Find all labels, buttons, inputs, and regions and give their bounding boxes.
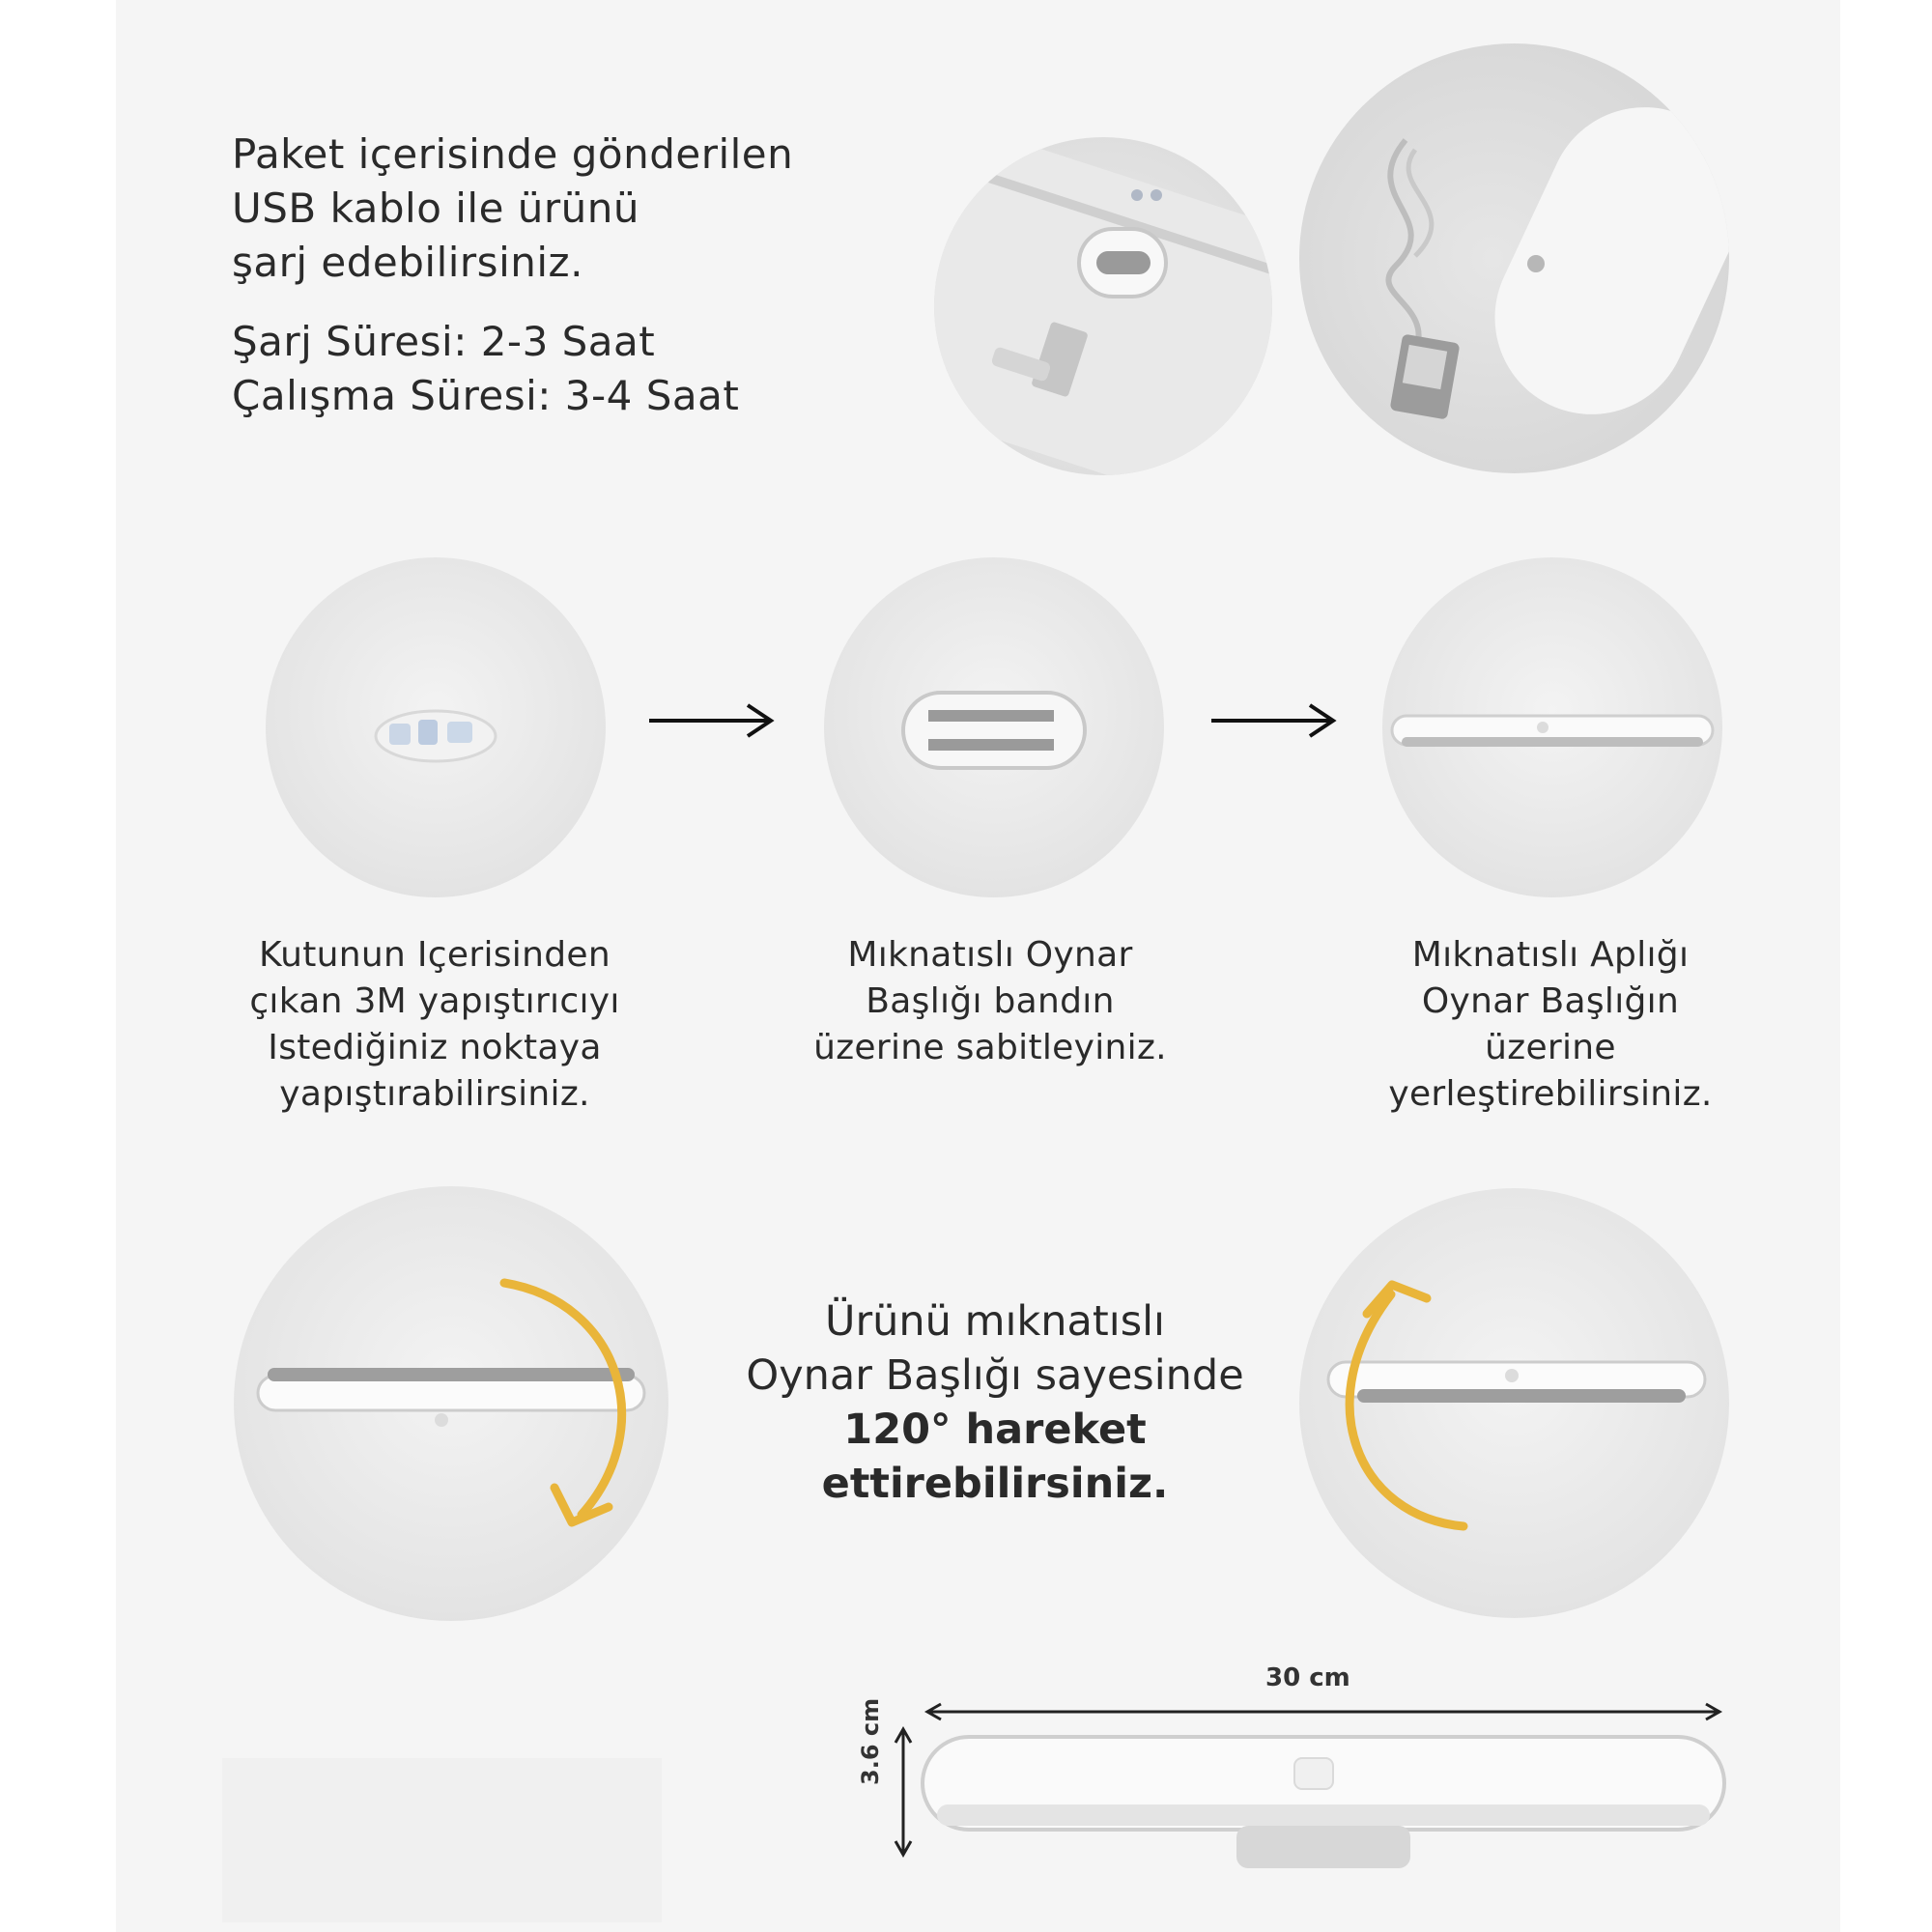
intro-line-3: şarj edebilirsiniz.	[232, 239, 583, 286]
right-arrow-icon	[645, 701, 781, 740]
magnetic-head-photo	[824, 557, 1164, 897]
mounted-light-photo	[1382, 557, 1722, 897]
battery-specs	[232, 315, 739, 423]
step-1-caption: Kutunun Içerisinden çıkan 3M yapıştırıcıyı Istediğiniz noktaya yapıştırabilirsiniz.	[249, 935, 620, 1114]
rotation-photo-left	[234, 1186, 668, 1621]
height-label: 3.6 cm	[857, 1697, 884, 1785]
width-label: 30 cm	[1265, 1663, 1350, 1692]
charging-intro	[232, 128, 793, 290]
intro-line-1: Paket içerisinde gönderilen	[232, 130, 794, 178]
intro-line-2: USB kablo ile ürünü	[232, 185, 640, 232]
charge-time: Şarj Süresi: 2-3 Saat	[232, 318, 656, 365]
right-arrow-icon	[1208, 701, 1343, 740]
usb-port-photo	[934, 137, 1272, 475]
step-3-caption: Mıknatıslı Aplığı Oynar Başlığın üzerine yerleştirebilirsiniz.	[1388, 935, 1713, 1114]
adhesive-tape-photo	[266, 557, 606, 897]
usb-port-icon	[934, 137, 1272, 475]
rotation-caption: Ürünü mıknatıslı Oynar Başlığı sayesinde 120° hareket ettirebilirsiniz.	[746, 1297, 1244, 1508]
dimension-diagram	[869, 1681, 1739, 1893]
run-time: Çalışma Süresi: 3-4 Saat	[232, 372, 740, 419]
usb-cable-icon	[1299, 43, 1729, 473]
step-2-caption: Mıknatıslı Oynar Başlığı bandın üzerine sabitleyiniz.	[813, 935, 1167, 1067]
rotate-arrow-icon	[1350, 1285, 1463, 1526]
rotation-photo-right	[1299, 1188, 1729, 1618]
blank-panel	[222, 1758, 662, 1922]
usb-cable-photo	[1299, 43, 1729, 473]
